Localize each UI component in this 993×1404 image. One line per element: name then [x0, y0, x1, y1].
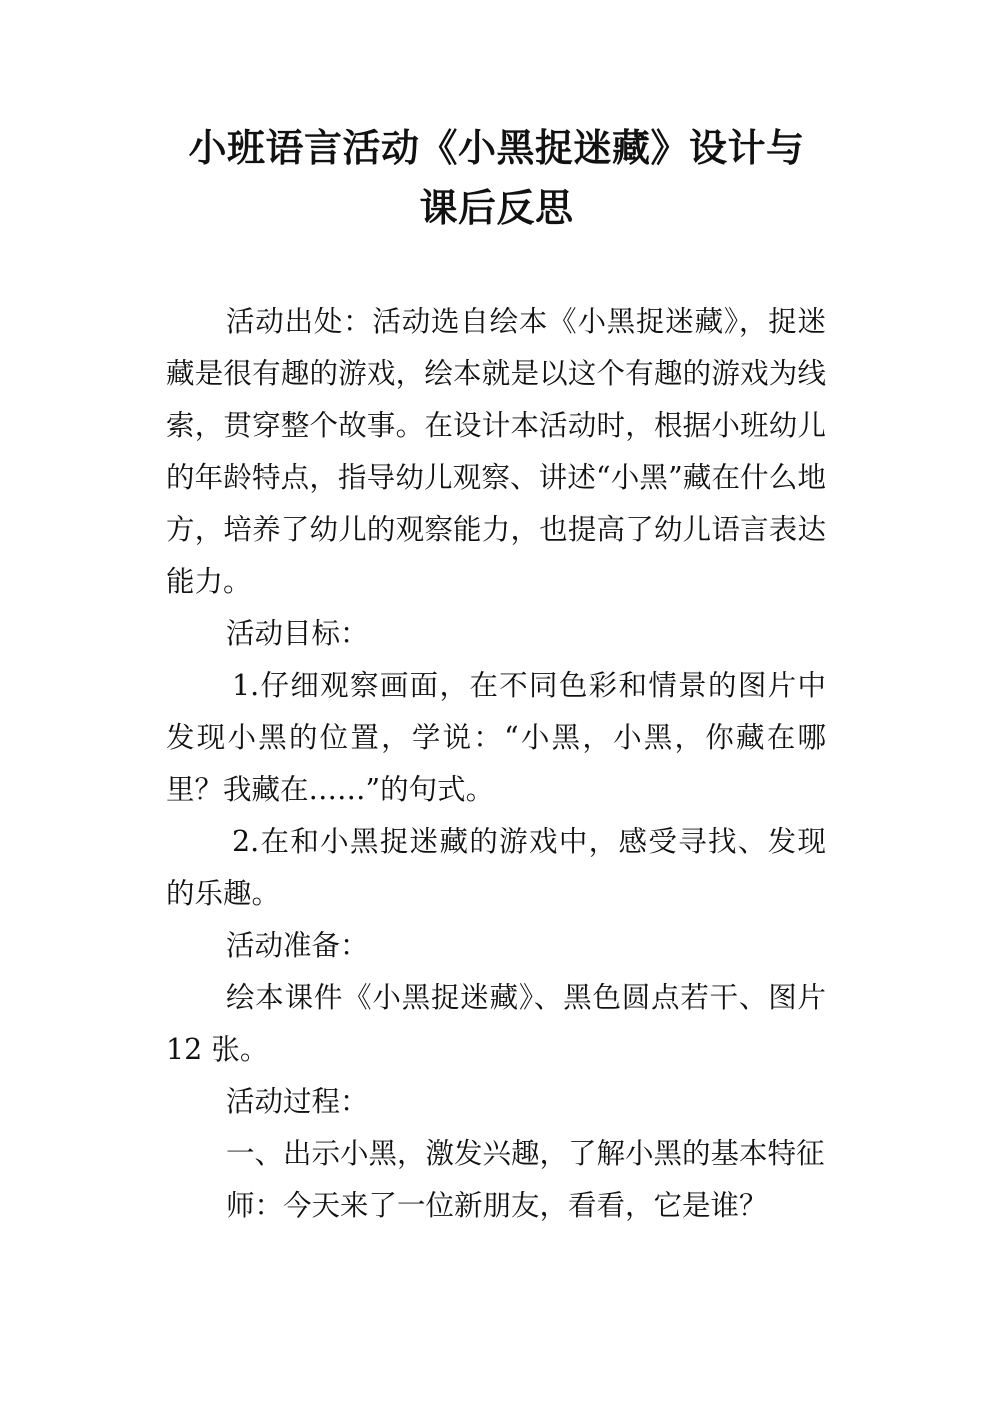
title-line-1: 小班语言活动《小黑捉迷藏》设计与: [188, 126, 805, 170]
paragraph-objectives-heading: 活动目标：: [226, 617, 369, 650]
paragraph-preparation-heading: 活动准备：: [226, 929, 369, 962]
paragraph-process-step-1: 一、出示小黑，激发兴趣，了解小黑的基本特征: [226, 1137, 825, 1170]
paragraph-process-heading: 活动过程：: [226, 1085, 369, 1118]
paragraph-preparation-materials: 绘本课件《小黑捉迷藏》、黑色圆点若干、图片 12 张。: [166, 981, 826, 1066]
paragraph-objective-1: 1.仔细观察画面，在不同色彩和情景的图片中发现小黑的位置，学说：“小黑，小黑，你藏在哪里？我藏在……”的句式。: [166, 669, 826, 806]
paragraph-activity-source: 活动出处：活动选自绘本《小黑捉迷藏》，捉迷藏是很有趣的游戏，绘本就是以这个有趣的游戏为线索，贯穿整个故事。在设计本活动时，根据小班幼儿的年龄特点，指导幼儿观察、讲述“小黑”藏在什么地方，培养了幼儿的观察能力，也提高了幼儿语言表达能力。: [166, 305, 826, 598]
paragraph-objective-2: 2.在和小黑捉迷藏的游戏中，感受寻找、发现的乐趣。: [166, 825, 826, 910]
document-title: [150, 118, 843, 238]
paragraph-teacher-line: 师：今天来了一位新朋友，看看，它是谁？: [226, 1189, 768, 1222]
title-line-2: 课后反思: [419, 186, 574, 230]
document-body: [166, 296, 826, 1232]
